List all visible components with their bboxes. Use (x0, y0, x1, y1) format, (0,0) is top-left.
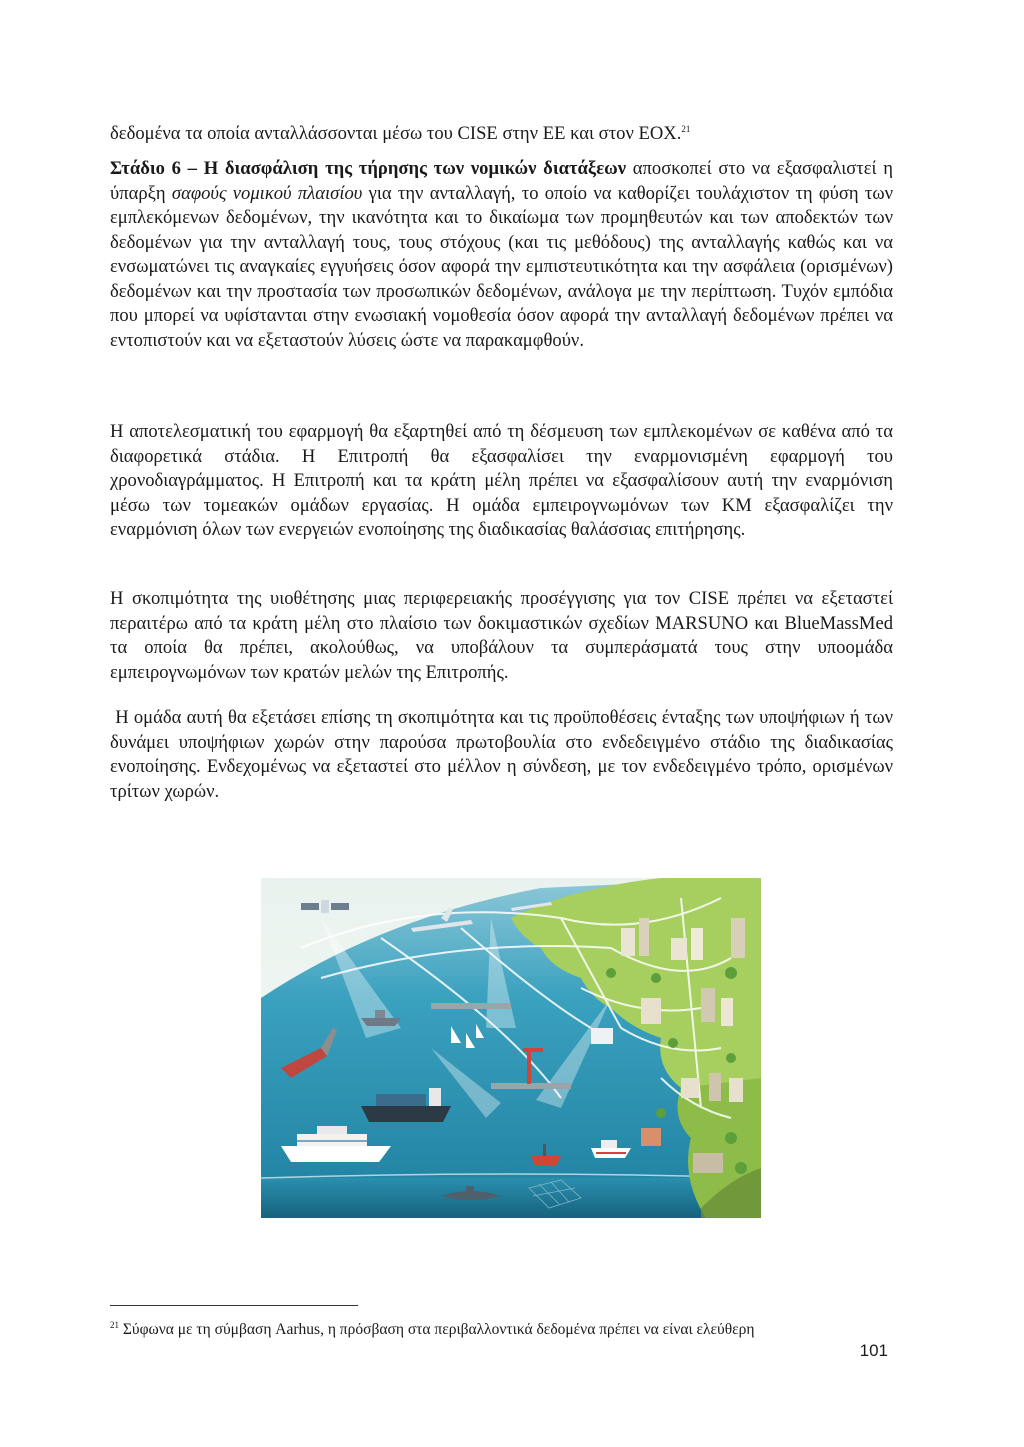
footnote-number: 21 (110, 1319, 119, 1330)
stage-6-italic: σαφούς νομικού πλαισίου (171, 182, 363, 204)
paragraph-regional-approach-text: Η σκοπιμότητα της υιοθέτησης μιας περιφερειακής προσέγγισης για τον CISE πρέπει να εξεταστεί περαιτέρω από τα κράτη μέλη στο πλαίσιο των δοκιμαστικών σχεδίων MARSUNO και BlueMassMed τα οποία θα πρέπει, ακολούθως, να υποβάλουν τα συμπεράσματά τους στην υποομάδα εμπειρογνωμόνων των κρατών μελών της Επιτροπής. (110, 588, 893, 683)
footnote (110, 1320, 910, 1340)
paragraph-intro (110, 122, 893, 147)
paragraph-implementation (110, 420, 893, 543)
stage-6-heading: Στάδιο 6 – Η διασφάλιση της τήρησης των νομικών διατάξεων (110, 158, 627, 179)
stage-6-text-b: για την ανταλλαγή, το οποίο να καθορίζει τουλάχιστον τη φύση των εμπλεκόμενων δεδομένων, την ικανότητα και το δικαίωμα των προμηθευτών και των αποδεκτών των δεδομένων για την ανταλλαγή τους, τους στόχους (και τις μεθόδους) της ανταλλαγής καθώς και να ενσωματώνει τις αναγκαίες εγγυήσεις όσον αφορά την εμπιστευτικότητα και την ασφάλεια (ορισμένων) δεδομένων και την προστασία των προσωπικών δεδομένων, ανάλογα με την περίπτωση. Τυχόν εμπόδια που μπορεί να υφίστανται στην ενωσιακή νομοθεσία όσον αφορά την ανταλλαγή δεδομένων πρέπει να εντοπιστούν και να εξεταστούν λύσεις ώστε να παρακαμφθούν. (110, 182, 893, 351)
paragraph-candidate-countries-text: Η ομάδα αυτή θα εξετάσει επίσης τη σκοπιμότητα και τις προϋποθέσεις ένταξης των υποψήφιων ή των δυνάμει υποψήφιων χωρών στην παρούσα πρωτοβουλία στο ενδεδειγμένο στάδιο της διαδικασίας ενοποίησης. Ενδεχομένως να εξεταστεί στο μέλλον η σύνδεση, με τον ενδεδειγμένο τρόπο, ορισμένων τρίτων χωρών. (110, 707, 898, 802)
paragraph-regional-approach (110, 587, 893, 685)
paragraph-intro-text: δεδομένα τα οποία ανταλλάσσονται μέσω του CISE στην ΕΕ και στον ΕΟΧ. (110, 123, 682, 144)
paragraph-candidate-countries (110, 706, 898, 804)
footnote-separator (110, 1305, 358, 1306)
footnote-reference[interactable]: 21 (681, 123, 691, 134)
seabed-water (261, 1178, 761, 1218)
paragraph-stage-6 (110, 157, 893, 353)
stage-6-text-a: αποσκοπεί στο να εξασφαλιστεί η ύπαρξη (110, 158, 893, 204)
paragraph-implementation-text: Η αποτελεσματική του εφαρμογή θα εξαρτηθεί από τη δέσμευση των εμπλεκομένων σε καθένα από τα διαφορετικά στάδια. Η Επιτροπή θα εξασφαλίσει την εναρμονισμένη εφαρμογή του χρονοδιαγράμματος. Η Επιτροπή και τα κράτη μέλη πρέπει να εξασφαλίσουν αυτή την εναρμόνιση μέσω των τομεακών ομάδων εργασίας. Η ομάδα εμπειρογνωμόνων των ΚΜ εξασφαλίζει την εναρμόνιση όλων των ενεργειών ενοποίησης της διαδικασίας θαλάσσιας επιτήρησης. (110, 421, 893, 540)
page-number: 101 (859, 1341, 888, 1360)
footnote-text: Σύφωνα με τη σύμβαση Aarhus, η πρόσβαση στα περιβαλλοντικά δεδομένα πρέπει να είναι ελεύθερη (122, 1321, 755, 1338)
maritime-surveillance-illustration (261, 878, 761, 1218)
